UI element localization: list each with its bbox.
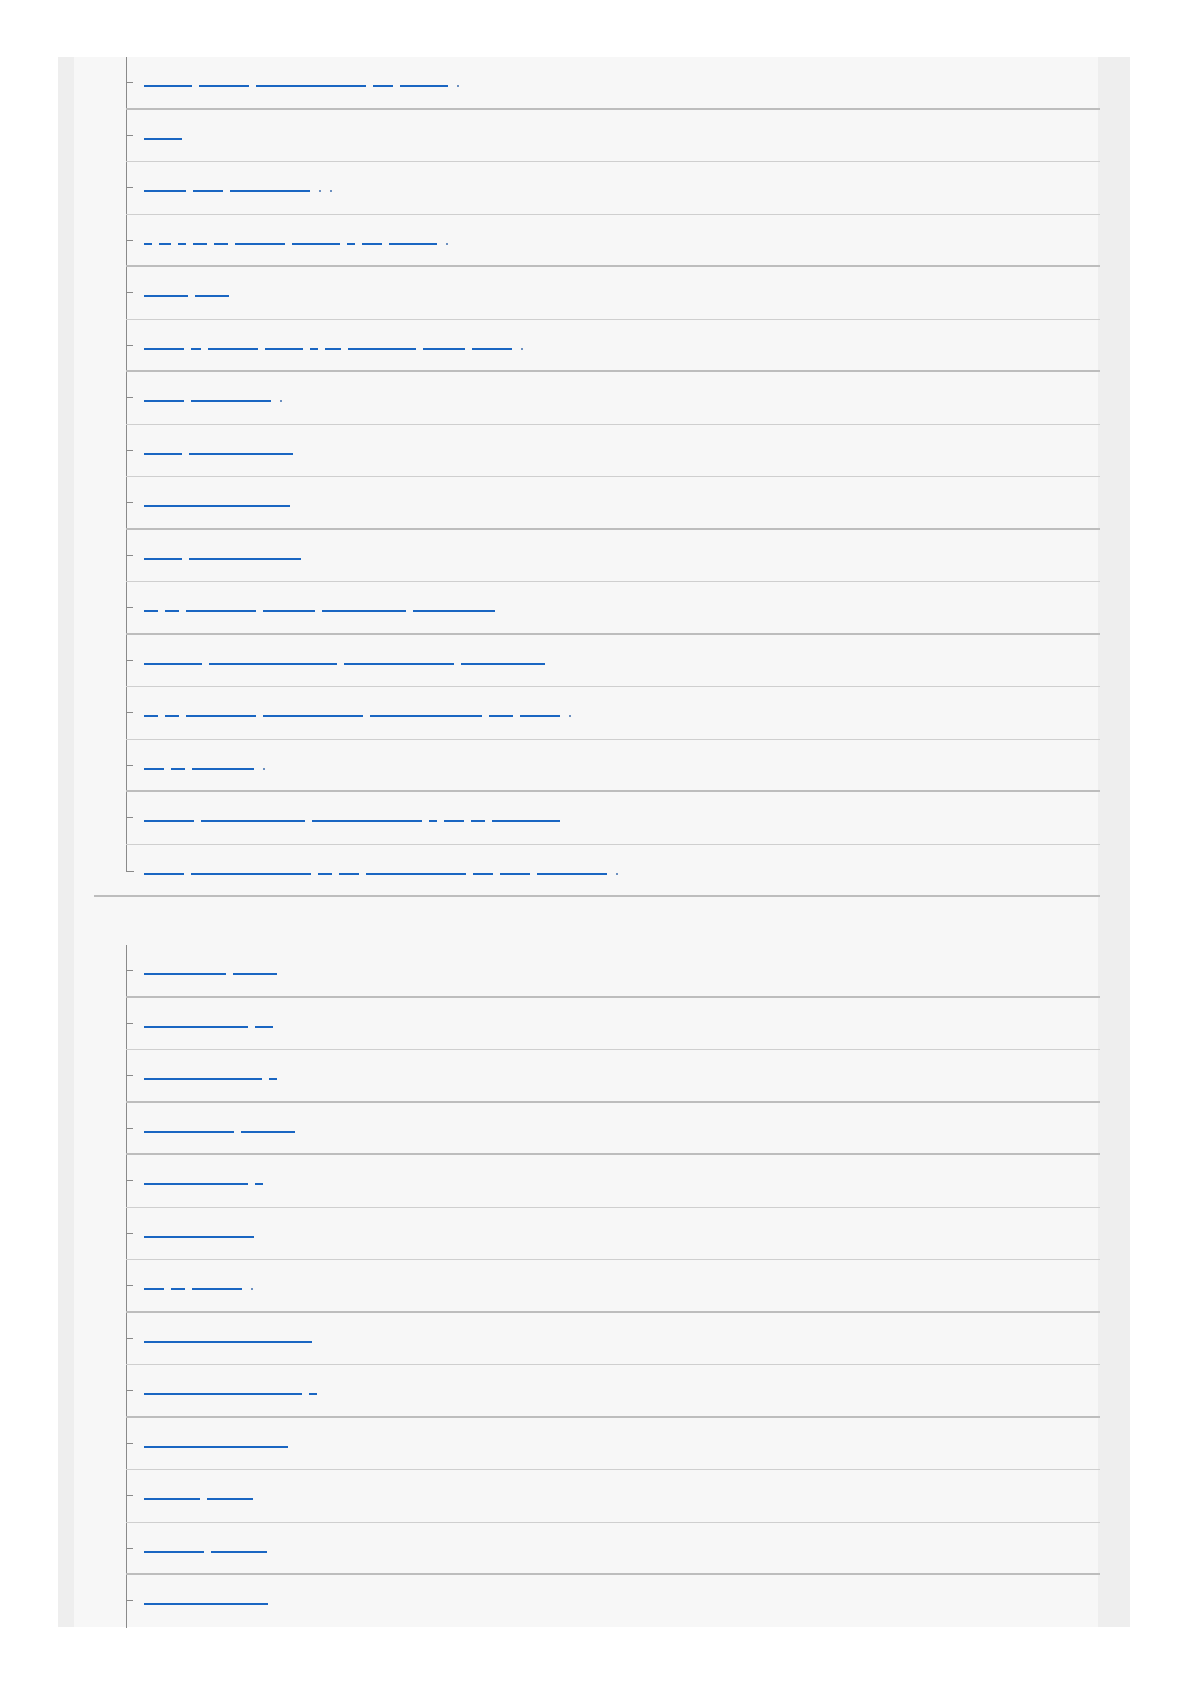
- link-underline-segment: [144, 1341, 312, 1343]
- toc-link[interactable]: [144, 1224, 254, 1238]
- toc-link[interactable]: [144, 651, 545, 665]
- tree-branch-tick: [126, 397, 133, 398]
- toc-link-label: [144, 961, 145, 962]
- link-underline-segment: [347, 243, 355, 245]
- toc-item: [126, 1418, 1100, 1471]
- link-underline-segment: [186, 610, 256, 612]
- link-underline-segment: [165, 715, 179, 717]
- toc-item: [126, 57, 1100, 110]
- toc-item: [126, 740, 1100, 793]
- link-underline-segment: [144, 768, 164, 770]
- link-underline-segment: [195, 295, 229, 297]
- toc-link[interactable]: [144, 756, 265, 770]
- link-underline-segment: [186, 715, 256, 717]
- link-underline-segment: [144, 1603, 268, 1605]
- link-underline-segment: [144, 348, 184, 350]
- link-underline-segment: [144, 1026, 248, 1028]
- toc-item: [126, 110, 1100, 163]
- link-underline-segment: [230, 190, 310, 192]
- link-underline-segment: [471, 820, 485, 822]
- tree-branch-tick: [126, 712, 133, 713]
- toc-item: [126, 1575, 1100, 1628]
- link-underline-segment: [144, 453, 182, 455]
- tree-branch-tick: [126, 1180, 133, 1181]
- toc-item: [126, 1050, 1100, 1103]
- toc-section-2: [126, 945, 1100, 1628]
- toc-link[interactable]: [144, 126, 182, 140]
- link-dot: [251, 1288, 253, 1290]
- link-underline-segment: [461, 663, 545, 665]
- link-dot: [330, 190, 332, 192]
- link-underline-segment: [400, 85, 448, 87]
- link-underline-segment: [256, 85, 366, 87]
- link-underline-segment: [144, 873, 184, 875]
- toc-item: [126, 1155, 1100, 1208]
- link-underline-segment: [144, 295, 188, 297]
- tree-branch-tick: [126, 1023, 133, 1024]
- link-underline-segment: [171, 768, 185, 770]
- toc-item: [126, 845, 1100, 898]
- link-underline-segment: [208, 348, 258, 350]
- toc-link-label: [144, 1224, 145, 1225]
- tree-branch-tick: [126, 1285, 133, 1286]
- toc-section-1: [126, 57, 1100, 897]
- toc-item: [126, 582, 1100, 635]
- tree-branch-tick: [126, 1075, 133, 1076]
- toc-item: [126, 215, 1100, 268]
- link-underline-segment: [178, 243, 186, 245]
- link-underline-segment: [310, 348, 318, 350]
- link-underline-segment: [389, 243, 437, 245]
- link-underline-segment: [370, 715, 482, 717]
- toc-link-label: [144, 1066, 145, 1067]
- link-underline-segment: [214, 243, 228, 245]
- link-underline-segment: [255, 1026, 273, 1028]
- link-dot: [569, 715, 571, 717]
- tree-branch-tick: [126, 817, 133, 818]
- toc-link-label: [144, 1119, 145, 1120]
- link-underline-segment: [472, 348, 512, 350]
- toc-link-label: [144, 1329, 145, 1330]
- link-dot: [280, 400, 282, 402]
- link-underline-segment: [144, 505, 290, 507]
- tree-branch-tick: [126, 82, 133, 83]
- link-underline-segment: [144, 1551, 204, 1553]
- tree-branch-tick: [126, 292, 133, 293]
- link-underline-segment: [144, 1183, 248, 1185]
- link-underline-segment: [312, 820, 422, 822]
- link-underline-segment: [192, 768, 254, 770]
- toc-link[interactable]: [144, 808, 560, 822]
- toc-link[interactable]: [144, 1434, 288, 1448]
- link-underline-segment: [255, 1183, 263, 1185]
- toc-link[interactable]: [144, 336, 523, 350]
- toc-link[interactable]: [144, 1171, 263, 1185]
- link-underline-segment: [339, 873, 359, 875]
- link-underline-segment: [318, 873, 332, 875]
- link-underline-segment: [235, 243, 285, 245]
- link-underline-segment: [348, 348, 416, 350]
- toc-link[interactable]: [144, 178, 332, 192]
- toc-link-label: [144, 178, 145, 179]
- link-underline-segment: [144, 973, 226, 975]
- link-underline-segment: [144, 138, 182, 140]
- toc-item: [126, 687, 1100, 740]
- toc-item: [126, 1208, 1100, 1261]
- toc-link[interactable]: [144, 1539, 267, 1553]
- link-underline-segment: [366, 873, 466, 875]
- link-underline-segment: [165, 610, 179, 612]
- link-underline-segment: [144, 558, 182, 560]
- link-underline-segment: [201, 820, 305, 822]
- toc-link-label: [144, 1171, 145, 1172]
- toc-item: [126, 1313, 1100, 1366]
- link-underline-segment: [325, 348, 341, 350]
- link-underline-segment: [265, 348, 303, 350]
- toc-link[interactable]: [144, 388, 282, 402]
- toc-item: [126, 320, 1100, 373]
- link-underline-segment: [144, 1393, 302, 1395]
- link-underline-segment: [189, 558, 301, 560]
- tree-branch-tick: [126, 765, 133, 766]
- link-underline-segment: [292, 243, 340, 245]
- toc-link-label: [144, 1539, 145, 1540]
- tree-branch-tick: [126, 1128, 133, 1129]
- toc-item: [126, 1523, 1100, 1576]
- link-underline-segment: [144, 663, 202, 665]
- tree-branch-tick: [126, 502, 133, 503]
- link-underline-segment: [144, 820, 194, 822]
- toc-link[interactable]: [144, 861, 618, 875]
- page-sheet: [58, 57, 1130, 1627]
- link-underline-segment: [241, 1131, 295, 1133]
- link-underline-segment: [473, 873, 493, 875]
- tree-branch-tick: [126, 555, 133, 556]
- link-underline-segment: [171, 1288, 185, 1290]
- link-underline-segment: [211, 1551, 267, 1553]
- toc-item: [126, 792, 1100, 845]
- tree-branch-tick: [126, 1495, 133, 1496]
- toc-link-label: [144, 231, 145, 232]
- tree-branch-tick: [126, 845, 134, 872]
- toc-link-label: [144, 1381, 145, 1382]
- link-underline-segment: [144, 190, 186, 192]
- toc-link-label: [144, 598, 145, 599]
- link-underline-segment: [492, 820, 560, 822]
- toc-link-label: [144, 336, 145, 337]
- link-underline-segment: [159, 243, 171, 245]
- toc-link[interactable]: [144, 1119, 295, 1133]
- link-underline-segment: [191, 873, 311, 875]
- toc-link[interactable]: [144, 1486, 253, 1500]
- link-underline-segment: [144, 715, 158, 717]
- link-underline-segment: [322, 610, 406, 612]
- toc-link-label: [144, 1591, 145, 1592]
- toc-link-label: [144, 1014, 145, 1015]
- toc-link[interactable]: [144, 231, 448, 245]
- toc-link[interactable]: [144, 1014, 273, 1028]
- link-dot: [319, 190, 321, 192]
- tree-branch-tick: [126, 1443, 133, 1444]
- tree-branch-tick: [126, 135, 133, 136]
- tree-branch-tick: [126, 187, 133, 188]
- toc-link[interactable]: [144, 546, 301, 560]
- link-underline-segment: [191, 348, 201, 350]
- link-underline-segment: [263, 610, 315, 612]
- toc-item: [126, 945, 1100, 998]
- tree-branch-tick: [126, 1548, 133, 1549]
- toc-link-label: [144, 73, 145, 74]
- link-underline-segment: [344, 663, 454, 665]
- toc-link[interactable]: [144, 1591, 268, 1605]
- toc-item: [126, 998, 1100, 1051]
- link-underline-segment: [191, 400, 271, 402]
- toc-link-label: [144, 1434, 145, 1435]
- toc-item: [126, 372, 1100, 425]
- toc-link[interactable]: [144, 961, 277, 975]
- link-underline-segment: [444, 820, 464, 822]
- link-underline-segment: [373, 85, 393, 87]
- toc-link[interactable]: [144, 73, 459, 87]
- link-underline-segment: [537, 873, 607, 875]
- link-underline-segment: [520, 715, 560, 717]
- toc-link-label: [144, 283, 145, 284]
- link-underline-segment: [269, 1078, 277, 1080]
- link-dot: [446, 243, 448, 245]
- link-underline-segment: [144, 1236, 254, 1238]
- toc-link-label: [144, 808, 145, 809]
- link-underline-segment: [144, 1446, 288, 1448]
- link-underline-segment: [193, 190, 223, 192]
- toc-link[interactable]: [144, 1381, 317, 1395]
- tree-branch-tick: [126, 1338, 133, 1339]
- toc-link[interactable]: [144, 1276, 253, 1290]
- tree-branch-tick: [126, 970, 133, 971]
- toc-item: [126, 477, 1100, 530]
- link-underline-segment: [144, 1131, 234, 1133]
- link-underline-segment: [423, 348, 465, 350]
- link-underline-segment: [189, 453, 293, 455]
- link-underline-segment: [500, 873, 530, 875]
- toc-link[interactable]: [144, 1329, 312, 1343]
- link-underline-segment: [144, 1498, 200, 1500]
- toc-link[interactable]: [144, 703, 571, 717]
- tree-branch-tick: [126, 1390, 133, 1391]
- link-underline-segment: [207, 1498, 253, 1500]
- toc-link-label: [144, 546, 145, 547]
- link-dot: [521, 348, 523, 350]
- link-underline-segment: [429, 820, 437, 822]
- link-underline-segment: [209, 663, 337, 665]
- link-underline-segment: [362, 243, 382, 245]
- link-underline-segment: [192, 1288, 242, 1290]
- link-underline-segment: [144, 243, 152, 245]
- toc-link[interactable]: [144, 1066, 277, 1080]
- toc-item: [126, 1470, 1100, 1523]
- toc-item: [126, 635, 1100, 688]
- toc-item: [126, 530, 1100, 583]
- tree-branch-tick: [126, 660, 133, 661]
- tree-branch-tick: [126, 607, 133, 608]
- link-underline-segment: [144, 610, 158, 612]
- section-divider: [94, 895, 1100, 897]
- toc-link-label: [144, 1276, 145, 1277]
- link-underline-segment: [233, 973, 277, 975]
- toc-link-label: [144, 651, 145, 652]
- link-underline-segment: [144, 1078, 262, 1080]
- toc-link-label: [144, 703, 145, 704]
- link-underline-segment: [144, 400, 184, 402]
- link-dot: [616, 873, 618, 875]
- toc-link-label: [144, 441, 145, 442]
- toc-link[interactable]: [144, 598, 495, 612]
- link-underline-segment: [144, 1288, 164, 1290]
- link-underline-segment: [199, 85, 249, 87]
- link-dot: [457, 85, 459, 87]
- link-underline-segment: [193, 243, 207, 245]
- link-dot: [263, 768, 265, 770]
- toc-item: [126, 267, 1100, 320]
- toc-link-label: [144, 388, 145, 389]
- tree-branch-tick: [126, 240, 133, 241]
- link-underline-segment: [144, 85, 192, 87]
- toc-link-label: [144, 861, 145, 862]
- toc-item: [126, 1260, 1100, 1313]
- toc-link-label: [144, 1486, 145, 1487]
- toc-item: [126, 1103, 1100, 1156]
- link-underline-segment: [413, 610, 495, 612]
- toc-item: [126, 425, 1100, 478]
- toc-link[interactable]: [144, 441, 293, 455]
- link-underline-segment: [309, 1393, 317, 1395]
- tree-branch-tick: [126, 1233, 133, 1234]
- toc-link[interactable]: [144, 493, 290, 507]
- toc-item: [126, 1365, 1100, 1418]
- toc-link-label: [144, 493, 145, 494]
- link-underline-segment: [263, 715, 363, 717]
- toc-link-label: [144, 756, 145, 757]
- link-underline-segment: [489, 715, 513, 717]
- toc-link[interactable]: [144, 283, 229, 297]
- tree-branch-tick: [126, 345, 133, 346]
- tree-branch-tick: [126, 450, 133, 451]
- toc-item: [126, 162, 1100, 215]
- tree-branch-tick: [126, 1600, 133, 1601]
- toc-link-label: [144, 126, 145, 127]
